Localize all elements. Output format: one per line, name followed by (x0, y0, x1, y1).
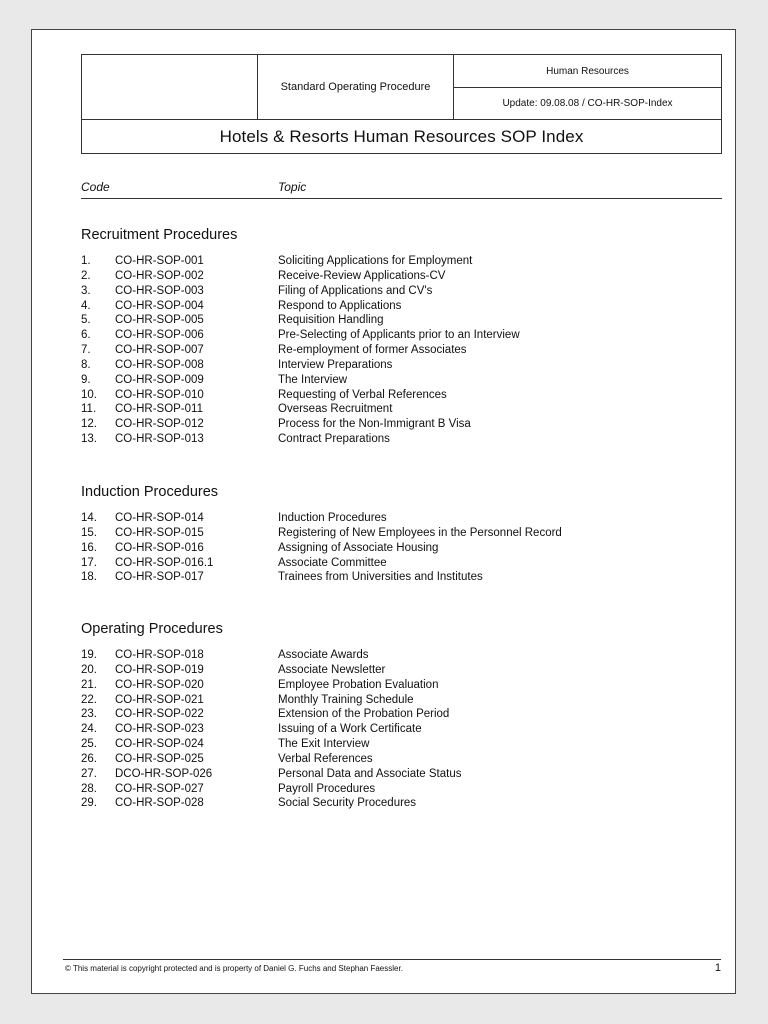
item-number: 19. (81, 649, 97, 661)
code-column-label: Code (81, 180, 110, 194)
item-topic: Respond to Applications (278, 299, 402, 312)
item-number: 2. (81, 269, 91, 282)
item-topic: Requesting of Verbal References (278, 388, 447, 401)
list-item (81, 373, 722, 388)
logo-cell (82, 55, 258, 119)
section-recruitment (81, 224, 722, 447)
item-topic: Induction Procedures (278, 512, 387, 524)
sop-list (81, 648, 722, 811)
list-item (81, 693, 722, 708)
section-operating (81, 618, 722, 811)
item-code: CO-HR-SOP-005 (115, 314, 204, 327)
item-number: 6. (81, 329, 91, 342)
item-code: CO-HR-SOP-025 (115, 752, 204, 765)
list-item (81, 299, 722, 314)
item-topic: Monthly Training Schedule (278, 693, 414, 706)
doc-type: Standard Operating Procedure (258, 55, 454, 119)
list-item (81, 417, 722, 432)
document-page (31, 29, 736, 994)
item-topic: Assigning of Associate Housing (278, 541, 439, 554)
item-topic: Trainees from Universities and Institutes (278, 571, 483, 584)
list-item (81, 358, 722, 373)
list-item (81, 402, 722, 417)
item-number: 1. (81, 255, 91, 267)
list-item (81, 722, 722, 737)
item-topic: Associate Committee (278, 556, 387, 569)
document-header (81, 54, 722, 154)
item-code: CO-HR-SOP-002 (115, 269, 204, 282)
item-topic: Interview Preparations (278, 358, 393, 371)
list-item (81, 432, 722, 447)
item-topic: Pre-Selecting of Applicants prior to an Interview (278, 329, 520, 342)
copyright-notice: © This material is copyright protected and is property of Daniel G. Fuchs and Stephan Faessler. (65, 964, 403, 973)
item-topic: Registering of New Employees in the Personnel Record (278, 526, 562, 539)
list-item (81, 511, 722, 526)
list-item (81, 343, 722, 358)
list-item (81, 648, 722, 663)
list-item (81, 328, 722, 343)
topic-column-label: Topic (278, 180, 307, 194)
item-number: 15. (81, 526, 97, 539)
item-number: 26. (81, 752, 97, 765)
item-topic: Personal Data and Associate Status (278, 767, 462, 780)
item-code: CO-HR-SOP-016 (115, 541, 204, 554)
list-item (81, 767, 722, 782)
section-title: Operating Procedures (81, 621, 223, 637)
item-code: CO-HR-SOP-014 (115, 512, 204, 524)
item-number: 23. (81, 708, 97, 721)
item-code: CO-HR-SOP-011 (115, 403, 203, 416)
column-header (81, 180, 722, 199)
item-code: CO-HR-SOP-006 (115, 329, 204, 342)
item-number: 16. (81, 541, 97, 554)
item-code: CO-HR-SOP-024 (115, 738, 204, 751)
item-code: CO-HR-SOP-016.1 (115, 556, 214, 569)
item-topic: Receive-Review Applications-CV (278, 269, 446, 282)
item-topic: The Interview (278, 373, 348, 386)
item-code: CO-HR-SOP-012 (115, 418, 204, 431)
item-number: 7. (81, 344, 91, 357)
section-title: Recruitment Procedures (81, 227, 238, 243)
list-item (81, 526, 722, 541)
item-code: CO-HR-SOP-009 (115, 373, 204, 386)
sop-list (81, 511, 722, 585)
update-label: Update: 09.08.08 / CO-HR-SOP-Index (502, 98, 673, 109)
item-code: CO-HR-SOP-023 (115, 723, 204, 736)
item-code: CO-HR-SOP-028 (115, 797, 204, 810)
item-number: 11. (81, 403, 97, 416)
item-code: CO-HR-SOP-008 (115, 358, 204, 371)
item-code: CO-HR-SOP-013 (115, 433, 204, 446)
item-code: CO-HR-SOP-007 (115, 344, 204, 357)
item-code: DCO-HR-SOP-026 (115, 767, 213, 780)
item-code: CO-HR-SOP-004 (115, 299, 204, 312)
department-label: Human Resources (454, 55, 721, 88)
item-topic: Issuing of a Work Certificate (278, 723, 422, 736)
list-item (81, 678, 722, 693)
list-item (81, 570, 722, 585)
item-code: CO-HR-SOP-018 (115, 649, 204, 661)
item-number: 22. (81, 693, 97, 706)
item-code: CO-HR-SOP-022 (115, 708, 204, 721)
item-number: 9. (81, 373, 91, 386)
item-topic: Overseas Recruitment (278, 403, 393, 416)
list-item (81, 737, 722, 752)
item-code: CO-HR-SOP-010 (115, 388, 204, 401)
list-item (81, 782, 722, 797)
item-code: CO-HR-SOP-001 (115, 255, 204, 267)
list-item (81, 796, 722, 811)
list-item (81, 707, 722, 722)
item-code: CO-HR-SOP-017 (115, 571, 204, 584)
list-item (81, 663, 722, 678)
item-topic: Requisition Handling (278, 314, 384, 327)
item-topic: Associate Newsletter (278, 663, 386, 676)
page-footer (63, 959, 721, 978)
list-item (81, 556, 722, 571)
item-code: CO-HR-SOP-019 (115, 663, 204, 676)
item-number: 12. (81, 418, 97, 431)
item-topic: Contract Preparations (278, 433, 390, 446)
item-number: 21. (81, 678, 97, 691)
item-topic: Soliciting Applications for Employment (278, 255, 473, 267)
item-topic: Verbal References (278, 752, 373, 765)
item-topic: The Exit Interview (278, 738, 370, 751)
item-topic: Social Security Procedures (278, 797, 417, 810)
list-item (81, 284, 722, 299)
item-number: 27. (81, 767, 97, 780)
list-item (81, 313, 722, 328)
list-item (81, 269, 722, 284)
item-topic: Extension of the Probation Period (278, 708, 450, 721)
item-number: 17. (81, 556, 97, 569)
item-number: 5. (81, 314, 91, 327)
section-induction (81, 481, 722, 585)
item-code: CO-HR-SOP-027 (115, 782, 204, 795)
item-code: CO-HR-SOP-020 (115, 678, 204, 691)
header-top-row (82, 55, 721, 120)
item-number: 10. (81, 388, 97, 401)
section-title: Induction Procedures (81, 484, 219, 500)
page-number: 1 (714, 962, 721, 974)
item-number: 28. (81, 782, 97, 795)
item-code: CO-HR-SOP-003 (115, 284, 204, 297)
item-topic: Re-employment of former Associates (278, 344, 467, 357)
item-number: 25. (81, 738, 97, 751)
list-item (81, 388, 722, 403)
item-code: CO-HR-SOP-015 (115, 526, 204, 539)
item-number: 4. (81, 299, 91, 312)
item-number: 14. (81, 512, 97, 524)
item-number: 8. (81, 358, 91, 371)
list-item (81, 541, 722, 556)
item-number: 13. (81, 433, 97, 446)
document-title: Hotels & Resorts Human Resources SOP Index (219, 127, 584, 146)
item-topic: Payroll Procedures (278, 782, 376, 795)
item-topic: Filing of Applications and CV's (278, 284, 433, 297)
item-topic: Associate Awards (278, 649, 369, 661)
item-number: 20. (81, 663, 97, 676)
list-item (81, 752, 722, 767)
list-item (81, 254, 722, 269)
item-number: 24. (81, 723, 97, 736)
item-topic: Process for the Non-Immigrant B Visa (278, 418, 471, 431)
item-number: 29. (81, 797, 97, 810)
item-number: 18. (81, 571, 97, 584)
item-topic: Employee Probation Evaluation (278, 678, 439, 691)
sop-list (81, 254, 722, 447)
item-code: CO-HR-SOP-021 (115, 693, 204, 706)
item-number: 3. (81, 284, 91, 297)
